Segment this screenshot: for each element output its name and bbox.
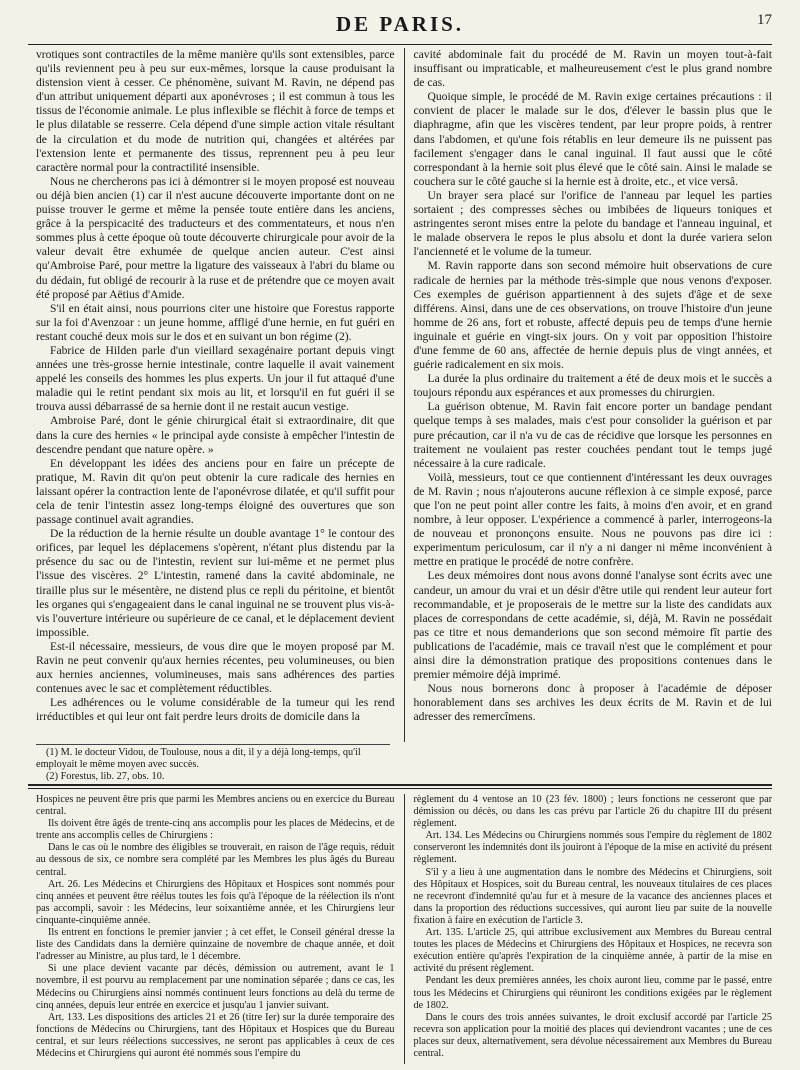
article-paragraph: Les deux mémoires dont nous avons donné l'analyse sont écrits avec une candeur, un amour du vrai et un désir d'être utile qui rendent leur auteur fort recommandable, et je proposerais de le mettre sur la liste des candidats aux places de correspondans de cette académie, si, déjà, M. Ravin ne possédait pas ce titre et nous demanderions que son second mémoire fît partie des publications de l'académie, mais ce travail n'est que le complément et pour ainsi dire la démonstration pratique des propositions contenues dans le premier mémoire déjà imprimé. — [413, 569, 772, 682]
article-paragraph: cavité abdominale fait du procédé de M. Ravin un moyen tout-à-fait insuffisant ou impraticable, et malheureusement c'est le plus grand nombre de cas. — [413, 48, 772, 90]
article-paragraph: Quoique simple, le procédé de M. Ravin exige certaines précautions : il convient de placer le malade sur le dos, d'élever le bassin plus que le diaphragme, afin que les viscères tendent, par leur propre poids, à rentrer dans l'abdomen, et qu'une fois rétablis en leur demeure ils ne puissent pas facilement s'engager dans le canal inguinal. Il faut aussi que le côté correspondant à la hernie soit plus élevé que le côté sain. Ainsi le malade se couchera sur le côté gauche si la hernie est à droite, etc., et vice versâ. — [413, 90, 772, 188]
article-paragraph: En développant les idées des anciens pour en faire un précepte de pratique, M. Ravin dit qu'on peut obtenir la cure radicale des hernies en laissant opérer la contraction lente de l'aponévrose dilatée, et qu'il suffit pour cela de tenir l'intestin assez long-temps éloigné des ouvertures que son passage continuel avait agrandies. — [36, 456, 395, 527]
article-paragraph: Nous ne chercherons pas ici à démontrer si le moyen proposé est nouveau ou déjà bien ancien (1) car il n'est aucune découverte importante dont on ne puisse trouver le germe et même la pensée toute entière dans les anciens, grâce à la perspicacité des traducteurs et des commentateurs, et nous n'en sommes plus à cette époque où toute découverte chirurgicale pour avoir de la valeur devait être exhumée de quelque ancien auteur. C'est ainsi qu'Ambroise Paré, pour mettre la ligature des vaisseaux à l'abri du blame ou du dédain, fut obligé de recourir à la ruse et de prétendre que ce moyen avait été proposé par Aëtius d'Amide. — [36, 174, 395, 301]
article-paragraph: vrotiques sont contractiles de la même manière qu'ils sont extensibles, parce qu'ils reviennent peu à peu sur eux-mêmes, lorsque la cause produisant la distension vient à cesser. Ce phénomène, suivant M. Ravin, ne dépend pas d'un attribut uniquement départi aux aponévroses ; il est commun à tous les tissus de l'économie animale. Le plus inflexible se fléchit à force de temps et le plus dilatable se resserre. Cela dépend d'une simple action vitale résultant de la circulation et du mode de nutrition qui, changées et altérées par l'extension lente et permanente des tissus, reprennent peu à peu leur caractère normal pour la contractilité insensible. — [36, 48, 395, 174]
regulation-paragraph: Dans le cours des trois années suivantes, le droit exclusif accordé par l'article 25 recevra son application pour la moitié des places qui deviendront vacantes ; une de ces places sur deux, alternativement, sera dévolue nécessairement aux Membres du Bureau central. — [413, 1011, 772, 1059]
regulation-paragraph: Art. 26. Les Médecins et Chirurgiens des Hôpitaux et Hospices sont nommés pour cinq années et peuvent être réélus toutes les fois qu'à l'époque de la réélection ils n'ont pas accompli, savoir : les Médecins, leur soixantième année, et les Chirurgiens leur cinquante-cinquième année. — [36, 878, 395, 926]
regulation-paragraph: Si une place devient vacante par décès, démission ou autrement, avant le 1 novembre, il est pourvu au remplacement par une nomination séparée ; dans ce cas, les Médecins ou Chirurgiens ainsi nommés continuent leurs fonctions au delà du terme de cinq années, depuis leur entrée en exercice et jusqu'au 1 janvier suivant. — [36, 963, 395, 1011]
regulation-paragraph: règlement du 4 ventose an 10 (23 fév. 1800) ; leurs fonctions ne cesseront que par démission ou décès, ou dans les cas prévu par l'article 26 du chapitre III du présent règlement. — [413, 794, 772, 830]
regulation-paragraph: Dans le cas où le nombre des éligibles se trouverait, en raison de l'âge requis, réduit au dessous de six, ce nombre sera complété par les Membres les plus âgés du Bureau central. — [36, 842, 395, 878]
article-paragraph: Fabrice de Hilden parle d'un vieillard sexagénaire portant depuis vingt années une très-grosse hernie intestinale, contre laquelle il avait vainement appelé les conseils des hommes les plus experts. Un jour il fut attaqué d'une maladie qui le retint pendant six mois au lit, et lorsqu'il en fut guéri il se trouva aussi débarrassé de sa hernie dont il ne restait aucun vestige. — [36, 343, 395, 414]
article-paragraph: Ambroise Paré, dont le génie chirurgical était si extraordinaire, dit que dans la cure des hernies « le principal ayde consiste à empêcher l'intestin de descendre pendant que nature opère. » — [36, 414, 395, 456]
regulation-paragraph: Art. 133. Les dispositions des articles 21 et 26 (titre Ier) sur la durée temporaire des fonctions de Médecins ou Chirurgiens, tant des Hôpitaux et Hospices que du Bureau central, et sur leurs réélections successives, ne seront pas applicables à ceux de ces Médecins et Chirurgiens qui auront été nommés sous l'empire du — [36, 1011, 395, 1059]
page-title: DE PARIS. — [335, 11, 465, 36]
regulation-paragraph: S'il y a lieu à une augmentation dans le nombre des Médecins et Chirurgiens, soit des Hôpitaux et Hospices, soit du Bureau central, les nouveaux titulaires de ces places ne recevront d'indemnité qu'au fur et à mesure de la vacance des anciennes places et dans la proportion des réductions successives, qui auront lieu par suite de la nouvelle fixation à faire en exécution de l'article 3. — [413, 866, 772, 926]
footnotes — [36, 744, 390, 783]
section-divider-thin — [28, 788, 772, 789]
article-paragraph: S'il en était ainsi, nous pourrions citer une histoire que Forestus rapporte sur la foi d'Avenzoar : un jeune homme, affligé d'une hernie, en fut guéri en restant couché deux mois sur le dos et en suivant un bon régime (2). — [36, 301, 395, 343]
article-left-column — [36, 48, 404, 742]
regulations-left-column — [36, 794, 404, 1064]
regulation-paragraph: Ils entrent en fonctions le premier janvier ; à cet effet, le Conseil général dresse la liste des Candidats dans la dernière quinzaine de novembre de chaque année, et doit l'adresser au Ministre, au plus tard, le 1 décembre. — [36, 927, 395, 963]
article-paragraph: La durée la plus ordinaire du traitement a été de deux mois et le succès a toujours répondu aux espérances et aux promesses du chirurgien. — [413, 372, 772, 400]
article-paragraph: Un brayer sera placé sur l'orifice de l'anneau par lequel les parties sortaient ; des compresses sèches ou imbibées de liqueurs toniques et astringentes seront mises entre la pelote du bandage et l'anneau inguinal, et le malade observera le repos le plus absolu et dont la durée variera selon l'ancienneté et le volume de la tumeur. — [413, 188, 772, 259]
regulation-paragraph: Art. 135. L'article 25, qui attribue exclusivement aux Membres du Bureau central toutes les places de Médecins et Chirurgiens des Hôpitaux et Hospices, ne recevra son exécution entière qu'après l'expiration de la cinquième année, à partir de la mise en activité du présent règlement. — [413, 927, 772, 975]
article-paragraph: La guérison obtenue, M. Ravin fait encore porter un bandage pendant quelque temps à ses malades, mais c'est pour consolider la guérison et par pure précaution, car il n'a vu de cas de récidive que lorsque les personnes en traitement ne voulaient pas rester couchées pendant tout le temps jugé nécessaire à la cure radicale. — [413, 400, 772, 470]
article-right-column — [404, 48, 773, 742]
article-paragraph: M. Ravin rapporte dans son second mémoire huit observations de cure radicale de hernies par la méthode très-simple que nous venons d'exposer. Ces exemples de guérison appartiennent à des sujets d'âge et de sexe différens. Ainsi, dans une de ces observations, on trouve l'histoire d'un jeune homme de 26 ans, fort et robuste, affecté depuis peu de temps d'une hernie inguinale et guérie en vingt-six jours. On y voit par opposition l'histoire d'une femme de 60 ans, affectée de hernie depuis plus de vingt années, et guérie radicalement en six mois. — [413, 259, 772, 372]
header-divider — [28, 44, 772, 45]
regulation-paragraph: Art. 134. Les Médecins ou Chirurgiens nommés sous l'empire du règlement de 1802 conserveront les indemnités dont ils jouiront à l'époque de la mise en activité du présent règlement. — [413, 830, 772, 866]
article-paragraph: Est-il nécessaire, messieurs, de vous dire que le moyen proposé par M. Ravin ne peut convenir qu'aux hernies récentes, peu volumineuses, ou bien aux hernies anciennes, volumineuses, mais sans adhérences des parties contenues avec le sac et complètement réductibles. — [36, 639, 395, 696]
article-body — [36, 48, 772, 742]
article-paragraph: Les adhérences ou le volume considérable de la tumeur qui les rend irréductibles et qui leur ont fait perdre leurs droits de domicile dans la — [36, 696, 395, 724]
page-number: 17 — [757, 12, 772, 28]
article-paragraph: De la réduction de la hernie résulte un double avantage 1° le contour des orifices, par lequel les déplacemens s'opèrent, n'étant plus distendu par la présence du sac ou de l'intestin, revient sur lui-même et ne permet plus l'issue des viscères. 2° L'intestin, ramené dans la cavité abdominale, ne tiraille plus sur le mésentère, ne distend plus ce repli du péritoine, et bientôt les organes qui s'engageaient dans le canal inguinal ne se trouvent plus vis-à-vis l'ouverture intérieure ou supérieure de ce canal, et le déplacement devient impossible. — [36, 527, 395, 639]
article-paragraph: Voilà, messieurs, tout ce que contiennent d'intéressant les deux ouvrages de M. Ravin ; nous n'ajouterons aucune réflexion à ce simple exposé, parce que l'on ne peut point aller contre les faits, à moins d'en avoir, et en grand nombre, à leur opposer. L'expérience a commencé à parler, interrogeons-la de nouveau et prononçons ensuite. Nous ne pouvons pas dire ici : experimentum periculosum, car il n'y a ni danger ni même inconvénient à mettre en pratique le procédé de notre confrère. — [413, 470, 772, 569]
footnote: (2) Forestus, lib. 27, obs. 10. — [46, 771, 165, 782]
footnote: (1) M. le docteur Vidou, de Toulouse, nous a dit, il y a déjà long-temps, qu'il employait le même moyen avec succès. — [36, 747, 361, 770]
regulation-paragraph: Hospices ne peuvent être pris que parmi les Membres anciens ou en exercice du Bureau central. — [36, 794, 395, 818]
article-paragraph: Nous nous bornerons donc à proposer à l'académie de déposer honorablement dans ses archives les deux écrits de M. Ravin et de lui adresser des remercîmens. — [413, 682, 772, 724]
section-divider — [28, 784, 772, 786]
page-header — [28, 4, 772, 44]
regulations-section — [36, 794, 772, 1064]
regulations-right-column — [404, 794, 773, 1064]
regulation-paragraph: Pendant les deux premières années, les choix auront lieu, comme par le passé, entre tous les Médecins et Chirurgiens qui réuniront les conditions exigées par le règlement de 1802. — [413, 975, 772, 1011]
regulation-paragraph: Ils doivent être âgés de trente-cinq ans accomplis pour les places de Médecins, et de trente ans accomplis celles de Chirurgiens : — [36, 818, 395, 842]
